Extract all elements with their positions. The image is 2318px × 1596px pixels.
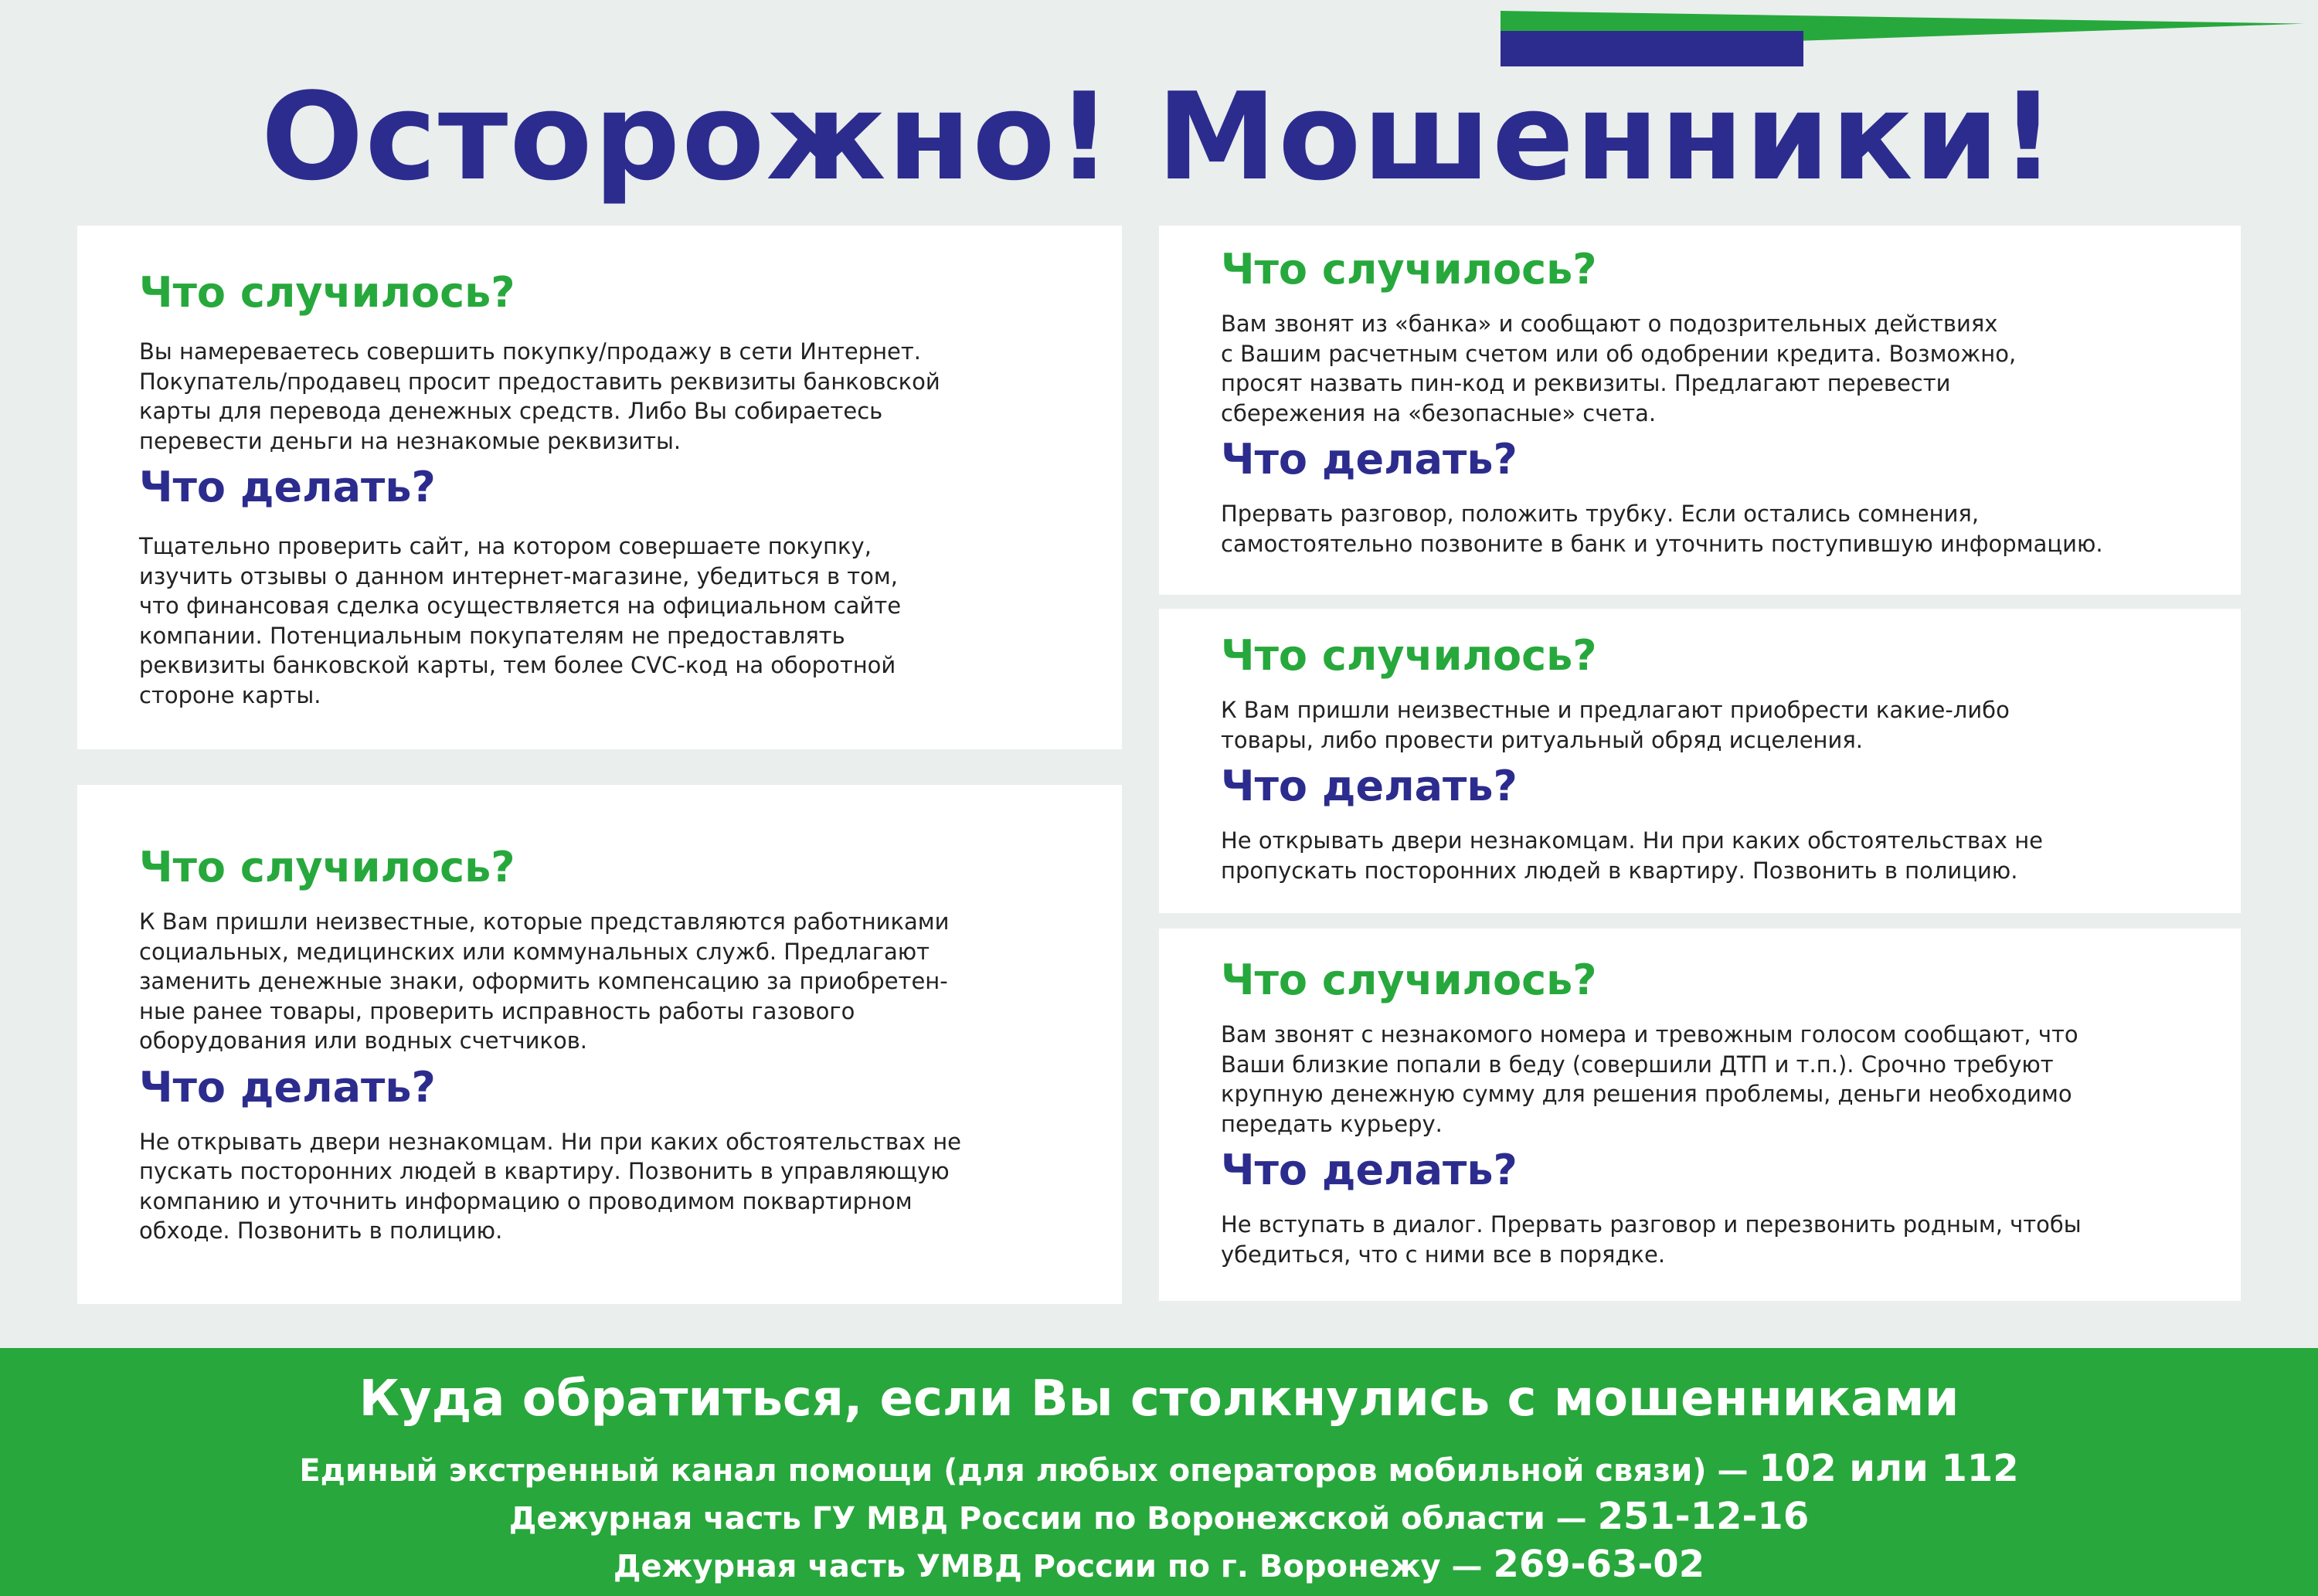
- info-card-online-purchase: [77, 226, 1122, 749]
- what-happened-heading: Что случилось?: [1221, 956, 1597, 1004]
- info-card-bank-call: [1159, 226, 2241, 595]
- info-card-fake-services: [77, 785, 1122, 1304]
- decorative-stripe-blue: [1501, 31, 1803, 66]
- what-happened-text: К Вам пришли неизвестные и предлагают приобрести какие-либо товары, либо провести ритуальный обряд исцеления.: [1221, 697, 2010, 753]
- what-happened-heading: Что случилось?: [139, 268, 515, 317]
- contact-number: 269-63-02: [1493, 1543, 1705, 1586]
- what-to-do-heading: Что делать?: [139, 463, 436, 512]
- contact-number: 102 или 112: [1759, 1447, 2019, 1490]
- contact-line-regional: [0, 1495, 2318, 1540]
- contacts-footer: [0, 1348, 2318, 1596]
- what-happened-text: Вы намереваетесь совершить покупку/продажу в сети Интернет. Покупатель/продавец просит предоставить реквизиты банковской карты для перевода денежных средств. Либо Вы собираетесь перевести деньги на незнакомые реквизиты.: [139, 338, 940, 454]
- what-to-do-text: Не открывать двери незнакомцам. Ни при каких обстоятельствах не пускать посторонних людей в квартиру. Позвонить в управляющую компанию и уточнить информацию о проводимом поквартирном обходе. Позвонить в полицию.: [139, 1128, 961, 1245]
- contact-number: 251-12-16: [1597, 1495, 1810, 1538]
- contact-line-city: [0, 1543, 2318, 1588]
- what-to-do-text: Прервать разговор, положить трубку. Если остались сомнения, самостоятельно позвоните в банк и уточнить поступившую информацию.: [1221, 501, 2103, 557]
- what-to-do-heading: Что делать?: [139, 1062, 436, 1112]
- what-to-do-text: Не вступать в диалог. Прервать разговор и перезвонить родным, чтобы убедиться, что с ними все в порядке.: [1221, 1211, 2082, 1268]
- what-happened-text: Вам звонят с незнакомого номера и тревожным голосом сообщают, что Ваши близкие попали в беду (совершили ДТП и т.п.). Срочно требуют крупную денежную сумму для решения проблемы, деньги необходимо передать курьеру.: [1221, 1021, 2078, 1137]
- what-happened-heading: Что случилось?: [1221, 631, 1597, 680]
- contact-line-emergency: [0, 1447, 2318, 1492]
- what-to-do-heading: Что делать?: [1221, 762, 1518, 811]
- what-happened-text: Вам звонят из «банка» и сообщают о подозрительных действиях с Вашим расчетным счетом или об одобрении кредита. Возможно, просят назвать пин-код и реквизиты. Предлагают перевести сбережения на «безопасные» счета.: [1221, 311, 2017, 426]
- what-happened-heading: Что случилось?: [1221, 245, 1597, 294]
- what-to-do-text: Тщательно проверить сайт, на котором совершаете покупку, изучить отзывы о данном интернет-магазине, убедиться в том, что финансовая сделка осуществляется на официальном сайте компании. Потенциальным покупателям не предоставлять реквизиты банковской карты, тем более CVC-код на оборотной стороне карты.: [139, 533, 902, 708]
- what-to-do-heading: Что делать?: [1221, 435, 1518, 484]
- what-to-do-text: Не открывать двери незнакомцам. Ни при каких обстоятельствах не пропускать посторонних людей в квартиру. Позвонить в полицию.: [1221, 827, 2043, 884]
- contact-label: Единый экстренный канал помощи (для любых операторов мобильной связи) —: [299, 1453, 1759, 1489]
- footer-title: Куда обратиться, если Вы столкнулись с мошенниками: [359, 1370, 1959, 1428]
- contact-label: Дежурная часть ГУ МВД России по Воронежской области —: [508, 1501, 1598, 1537]
- what-happened-text: К Вам пришли неизвестные, которые представляются работниками социальных, медицинских или коммунальных служб. Предлагают заменить денежные знаки, оформить компенсацию за приобретен- ные ранее товары, проверить исправность работы газового оборудования или водных счетчиков.: [139, 908, 950, 1054]
- what-happened-heading: Что случилось?: [139, 843, 515, 891]
- contact-label: Дежурная часть УМВД России по г. Воронежу —: [613, 1549, 1494, 1584]
- what-to-do-heading: Что делать?: [1221, 1146, 1518, 1195]
- info-card-strangers-sales: [1159, 609, 2241, 913]
- info-card-relatives-trouble: [1159, 929, 2241, 1301]
- page-title: Осторожно! Мошенники!: [260, 66, 2058, 207]
